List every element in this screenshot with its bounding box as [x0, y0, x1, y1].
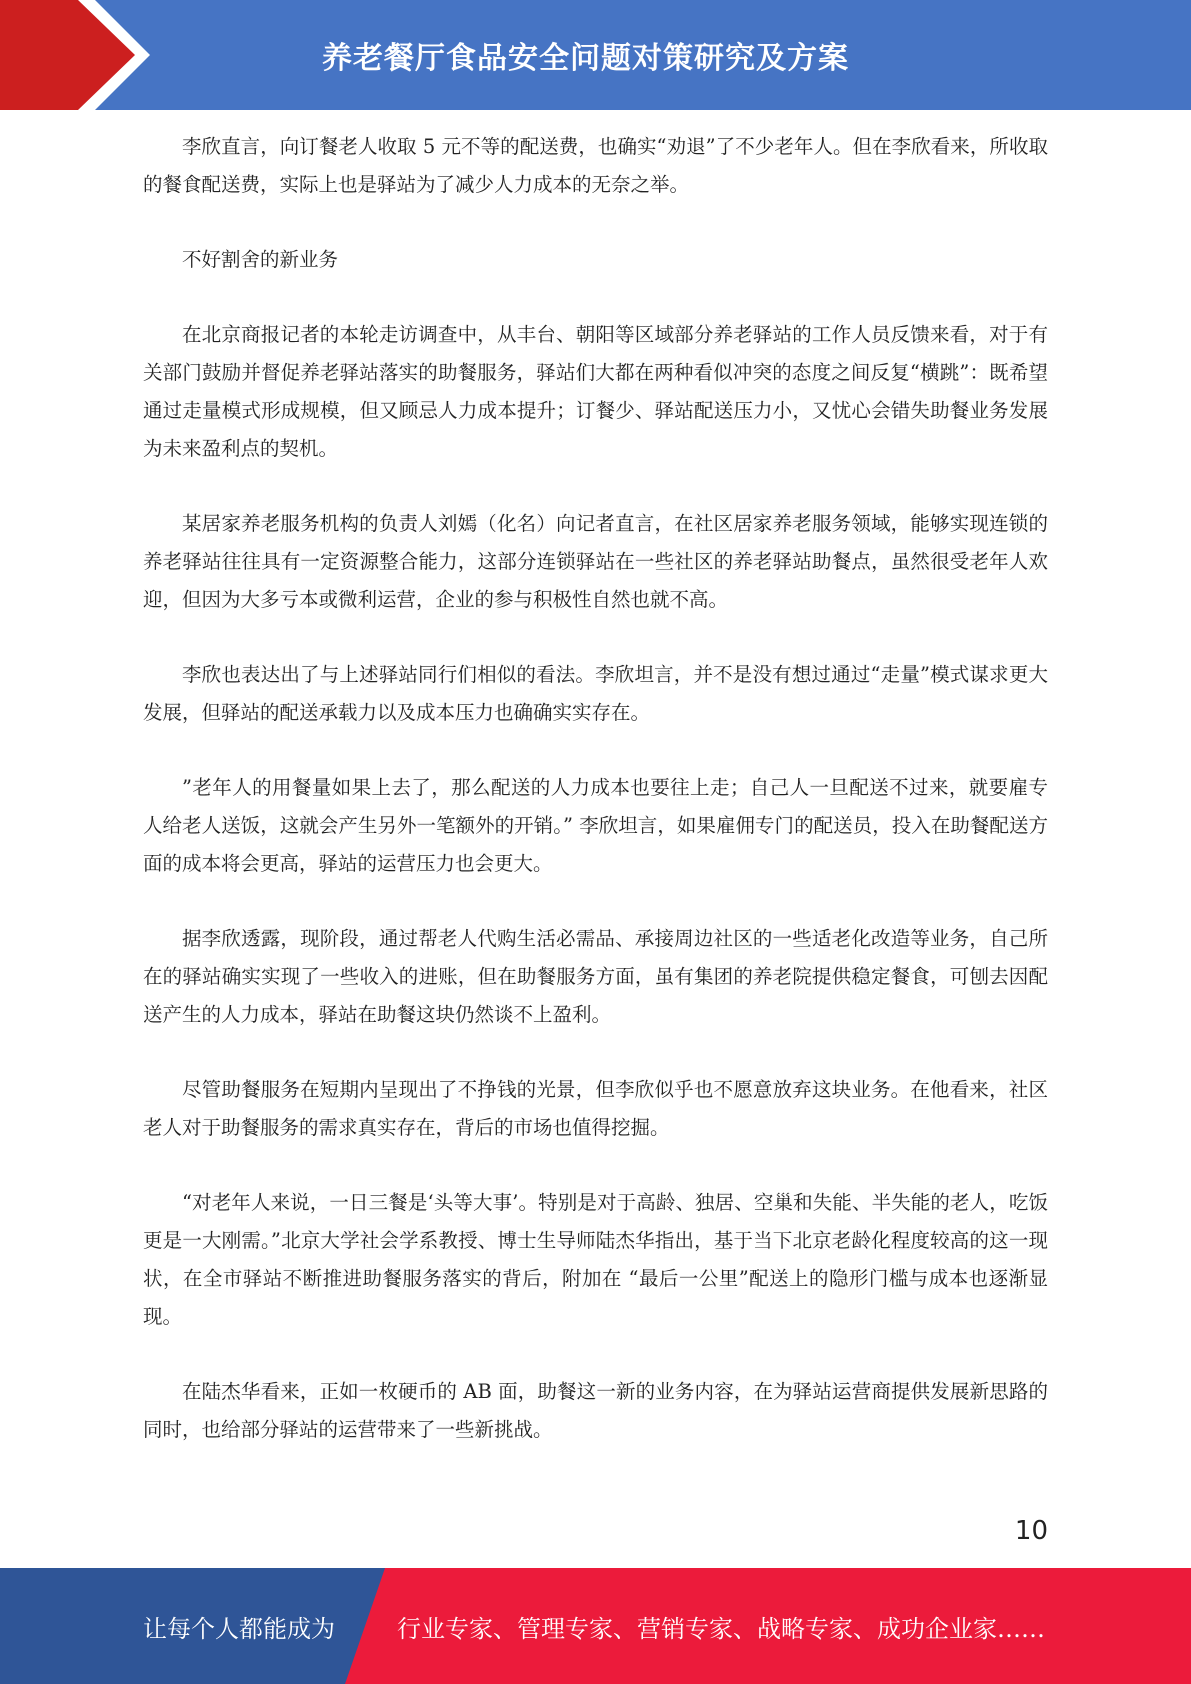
paragraph-7: 尽管助餐服务在短期内呈现出了不挣钱的光景，但李欣似乎也不愿意放弃这块业务。在他看来，社区老人对于助餐服务的需求真实存在，背后的市场也值得挖掘。 — [143, 1078, 1048, 1139]
paragraph-5: ”老年人的用餐量如果上去了，那么配送的人力成本也要往上走；自己人一旦配送不过来，就要雇专人给老人送饭，这就会产生另外一笔额外的开销。” 李欣坦言，如果雇佣专门的配送员，投入在助餐配送方面的成本将会更高，驿站的运营压力也会更大。 — [143, 776, 1048, 875]
paragraph-3: 某居家养老服务机构的负责人刘嫣（化名）向记者直言，在社区居家养老服务领域，能够实现连锁的养老驿站往往具有一定资源整合能力，这部分连锁驿站在一些社区的养老驿站助餐点，虽然很受老年人欢迎，但因为大多亏本或微利运营，企业的参与积极性自然也就不高。 — [143, 512, 1048, 611]
paragraph-4: 李欣也表达出了与上述驿站同行们相似的看法。李欣坦言，并不是没有想过通过“走量”模式谋求更大发展，但驿站的配送承载力以及成本压力也确确实实存在。 — [143, 663, 1048, 724]
paragraph-2: 在北京商报记者的本轮走访调查中，从丰台、朝阳等区域部分养老驿站的工作人员反馈来看，对于有关部门鼓励并督促养老驿站落实的助餐服务，驿站们大都在两种看似冲突的态度之间反复“横跳”：既希望通过走量模式形成规模，但又顾忌人力成本提升；订餐少、驿站配送压力小，又忧心会错失助餐业务发展为未来盈利点的契机。 — [143, 323, 1048, 460]
page-number: 10 — [1014, 1516, 1048, 1546]
paragraph-1: 李欣直言，向订餐老人收取 5 元不等的配送费，也确实“劝退”了不少老年人。但在李欣看来，所收取的餐食配送费，实际上也是驿站为了减少人力成本的无奈之举。 — [143, 135, 1048, 196]
paragraph-9: 在陆杰华看来，正如一枚硬币的 AB 面，助餐这一新的业务内容，在为驿站运营商提供发展新思路的同时，也给部分驿站的运营带来了一些新挑战。 — [143, 1380, 1048, 1441]
paragraph-8: “对老年人来说，一日三餐是‘头等大事’。特别是对于高龄、独居、空巢和失能、半失能的老人，吃饭更是一大刚需。”北京大学社会学系教授、博士生导师陆杰华指出，基于当下北京老龄化程度较高的这一现状，在全市驿站不断推进助餐服务落实的背后，附加在 “最后一公里”配送上的隐形门槛与成本也逐渐显现。 — [143, 1191, 1048, 1328]
page-title: 养老餐厅食品安全问题对策研究及方案 — [322, 41, 849, 76]
paragraph-6: 据李欣透露，现阶段，通过帮老人代购生活必需品、承接周边社区的一些适老化改造等业务，自己所在的驿站确实实现了一些收入的进账，但在助餐服务方面，虽有集团的养老院提供稳定餐食，可刨去因配送产生的人力成本，驿站在助餐这块仍然谈不上盈利。 — [143, 927, 1048, 1026]
page-header — [0, 0, 1191, 110]
footer-slogan-right: 行业专家、管理专家、营销专家、战略专家、成功企业家…… — [397, 1614, 1045, 1643]
chevron-red-shape — [0, 0, 135, 110]
header-chevron-decoration — [0, 0, 160, 110]
section-heading: 不好割舍的新业务 — [182, 248, 339, 271]
footer-slogan-left: 让每个人都能成为 — [143, 1614, 335, 1643]
page-footer — [0, 1568, 1191, 1684]
article-body — [143, 128, 1048, 1486]
